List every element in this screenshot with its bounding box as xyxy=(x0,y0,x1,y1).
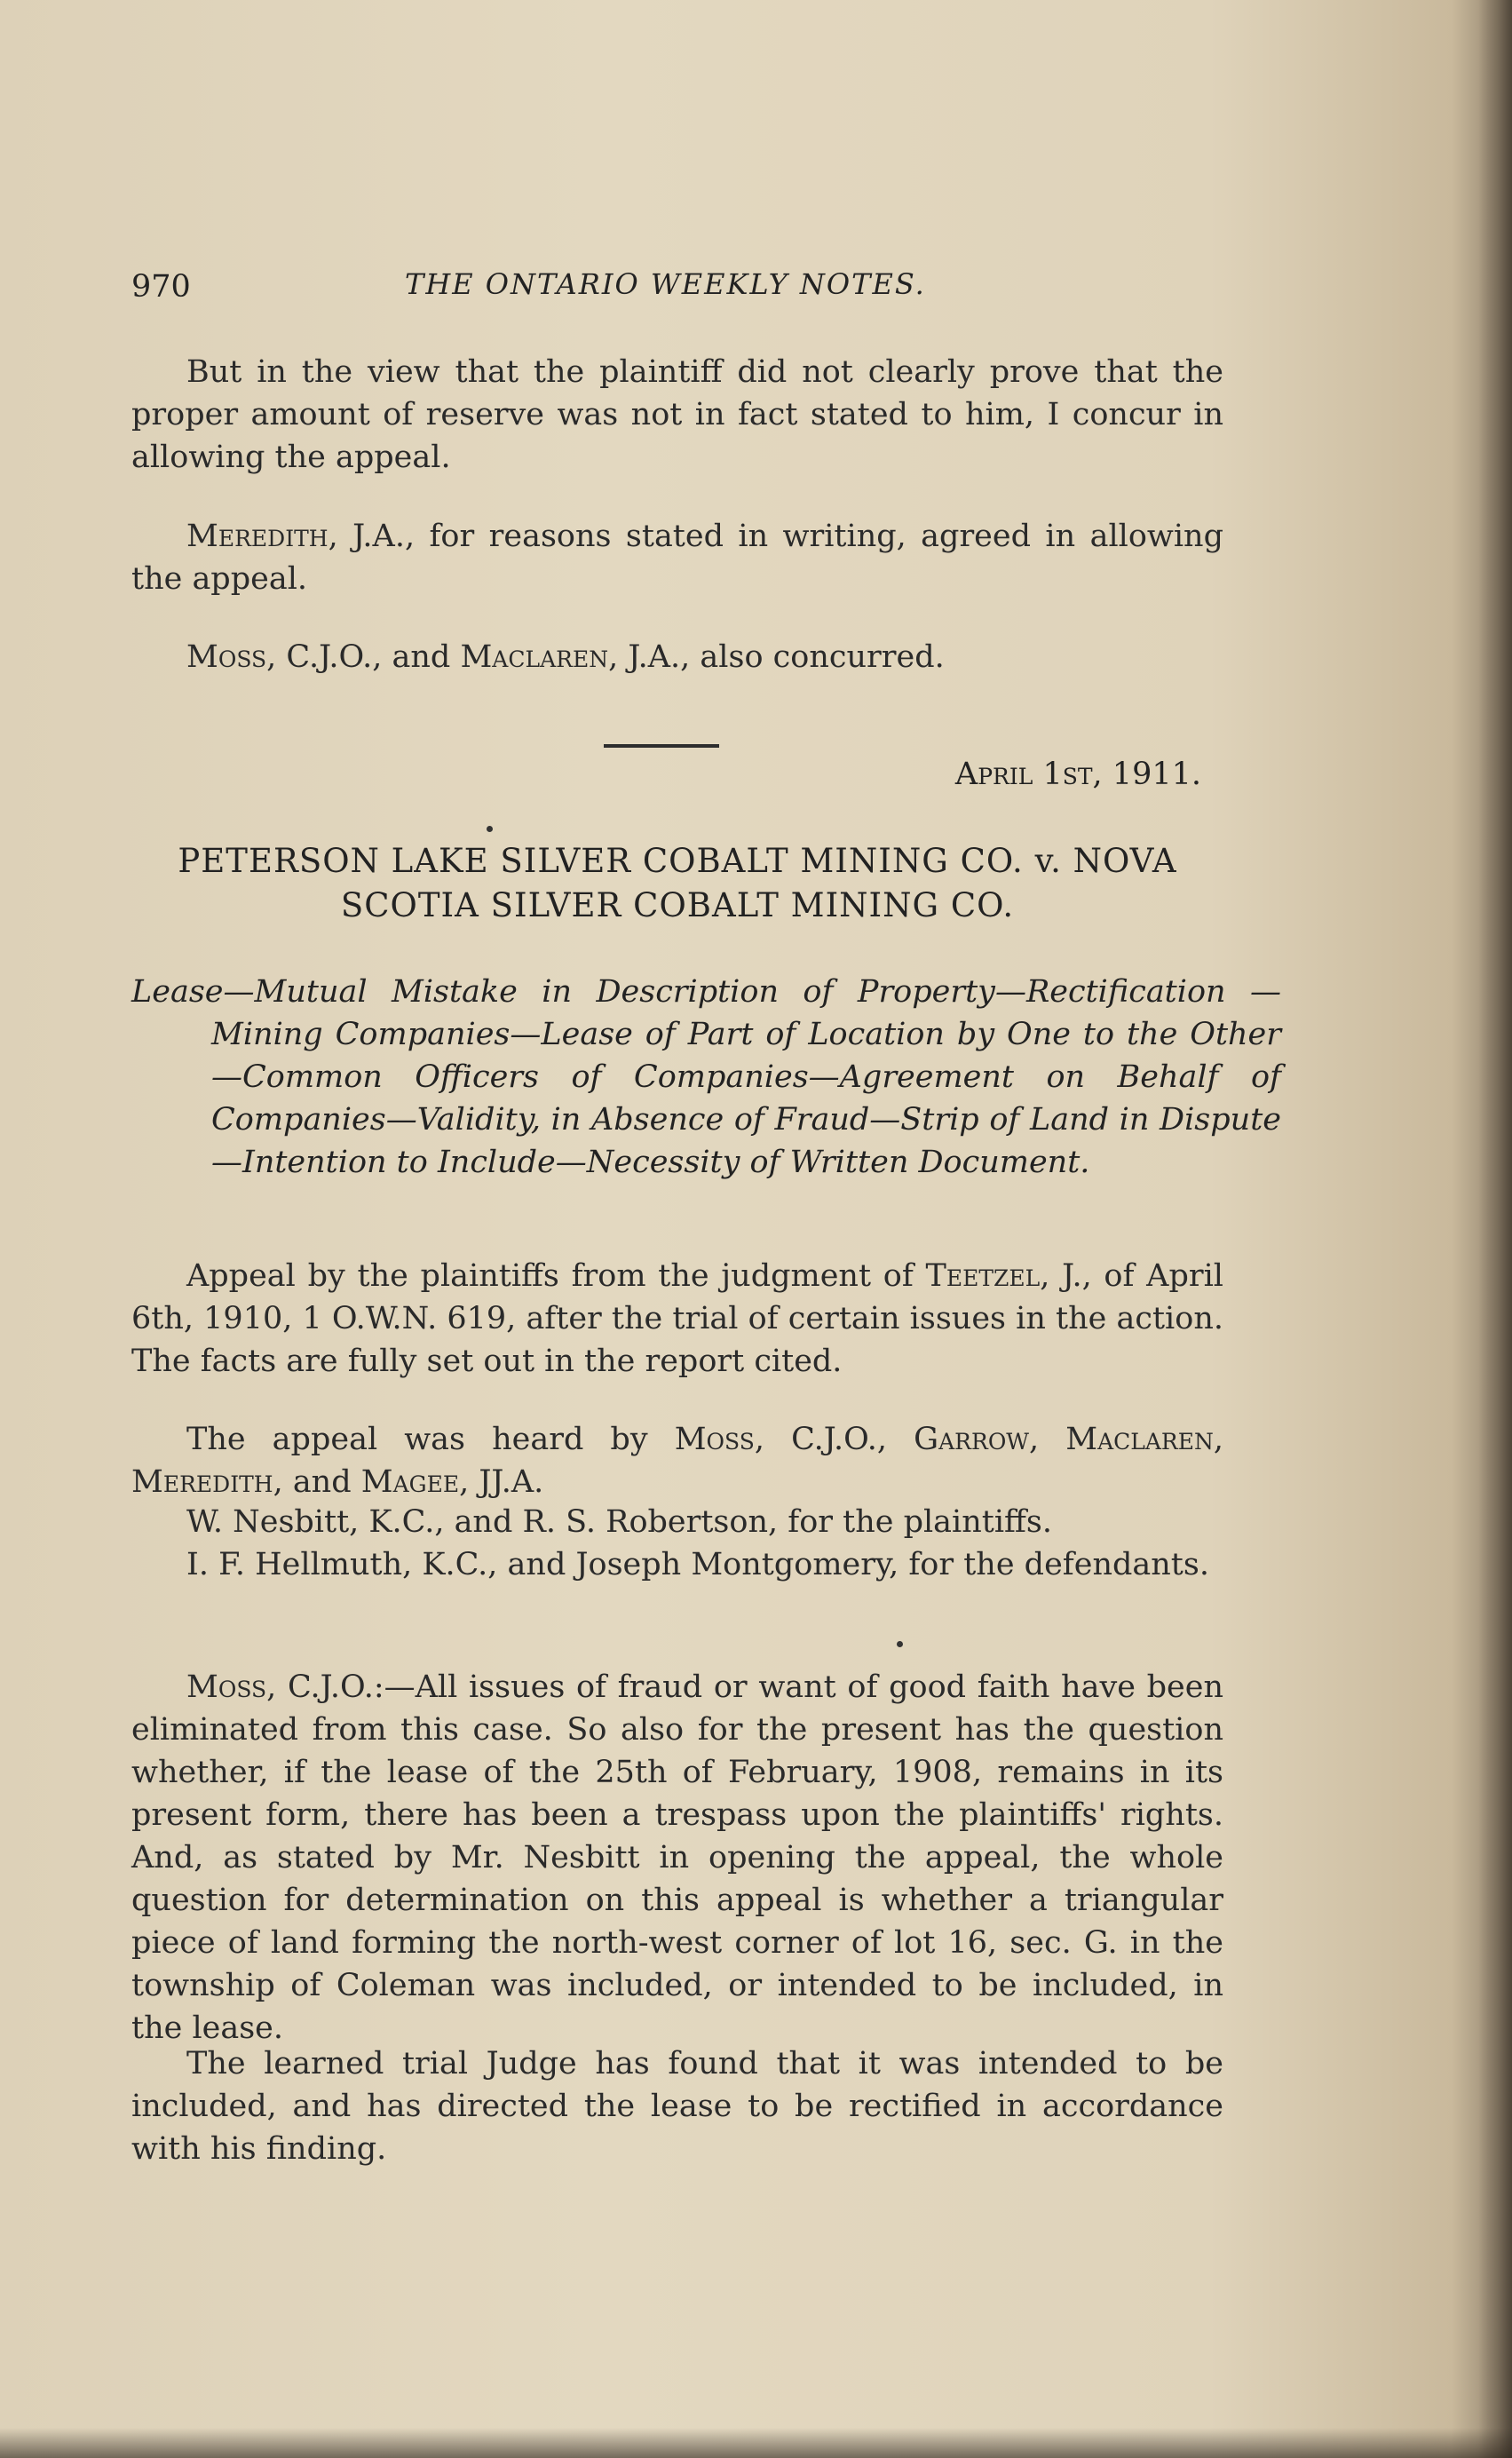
paragraph-text: Appeal by the plaintiffs from the judgment of xyxy=(186,1258,926,1294)
paragraph-appeal xyxy=(131,1255,1223,1383)
paragraph-text: , J., of April 6th, 1910, 1 O.W.N. 619, after the trial of certain issues in the action. The facts are fully set out in the report cited. xyxy=(131,1258,1223,1379)
paragraph-text: , J.A., for reasons stated in writing, agreed in allowing the appeal. xyxy=(131,519,1223,597)
judge-name: Garrow xyxy=(914,1422,1030,1457)
paragraph-text: , xyxy=(1213,1422,1223,1457)
paragraph-text: , C.J.O., and xyxy=(266,639,461,675)
paragraph-hearing xyxy=(131,1418,1223,1503)
journal-title: THE ONTARIO WEEKLY NOTES. xyxy=(405,267,926,301)
judge-name: Maclaren xyxy=(460,639,609,675)
opinion-paragraph-1 xyxy=(131,1666,1223,2050)
judge-name: Meredith xyxy=(131,1464,273,1500)
ink-speck xyxy=(487,826,493,832)
paragraph-text: , and xyxy=(273,1464,361,1500)
paragraph-concurrence: But in the view that the plaintiff did not clearly prove that the proper amount of reserve was not in fact stated to him, I concur in allowing the appeal. xyxy=(131,354,1223,475)
paragraph-meredith xyxy=(131,515,1223,600)
case-title-line-2: SCOTIA SILVER COBALT MINING CO. xyxy=(340,886,1015,924)
paragraph-text: , JJ.A. xyxy=(459,1464,544,1500)
judge-name: Maclaren xyxy=(1065,1422,1214,1457)
date-month: April xyxy=(954,757,1033,792)
paragraph-text: , xyxy=(1029,1422,1066,1457)
case-title-line-1: PETERSON LAKE SILVER COBALT MINING CO. v. NOVA xyxy=(178,842,1177,880)
paragraph-text: , J.A., also concurred. xyxy=(608,639,945,675)
paragraph-text: , C.J.O., xyxy=(754,1422,914,1457)
judge-name: Moss xyxy=(674,1422,755,1457)
case-title xyxy=(131,839,1223,928)
counsel-defendants: I. F. Hellmuth, K.C., and Joseph Montgomery, for the defendants. xyxy=(186,1547,1209,1582)
page-bottom-edge xyxy=(0,2428,1512,2458)
section-divider xyxy=(604,744,719,748)
paragraph-moss-maclaren xyxy=(131,636,1223,678)
date-year: , 1911. xyxy=(1092,757,1201,792)
spine-shadow xyxy=(1478,0,1512,2458)
judge-name: Moss xyxy=(186,639,267,675)
judge-name: Magee xyxy=(360,1464,460,1500)
judgment-date xyxy=(955,757,1201,792)
ink-speck xyxy=(897,1641,903,1647)
judge-name: Moss xyxy=(186,1669,267,1705)
date-day: 1st xyxy=(1042,757,1093,792)
counsel-plaintiffs: W. Nesbitt, K.C., and R. S. Robertson, for the plaintiffs. xyxy=(186,1504,1052,1540)
headnote: Lease—Mutual Mistake in Description of Property—Rectification —Mining Companies—Lease of Part of Location by One to the Other—Common Officers of Companies—Agreement on Behalf of Companies—Validity, in Absence of Fraud—Strip of Land in Dispute—Intention to Include—Necessity of Written Document. xyxy=(131,974,1281,1180)
running-head xyxy=(131,269,1223,313)
paragraph-text: , C.J.O.:—All issues of fraud or want of good faith have been eliminated from this case. So also for the present has the question whether, if the lease of the 25th of February, 1908, remains in its present form, there has been a trespass upon the plaintiffs' rights. And, as stated by Mr. Nesbitt in opening the appeal, the whole question for determination on this appeal is whether a triangular piece of land forming the north-west corner of lot 16, sec. G. in the township of Coleman was included, or intended to be included, in the lease. xyxy=(131,1669,1223,2046)
page-number: 970 xyxy=(131,269,191,305)
judge-name: Teetzel xyxy=(925,1258,1041,1294)
opinion-paragraph-2: The learned trial Judge has found that it was intended to be included, and has directed the lease to be rectified in accordance with his finding. xyxy=(131,2046,1223,2167)
paragraph-text: The appeal was heard by xyxy=(186,1422,675,1457)
judge-name: Meredith xyxy=(186,519,329,554)
